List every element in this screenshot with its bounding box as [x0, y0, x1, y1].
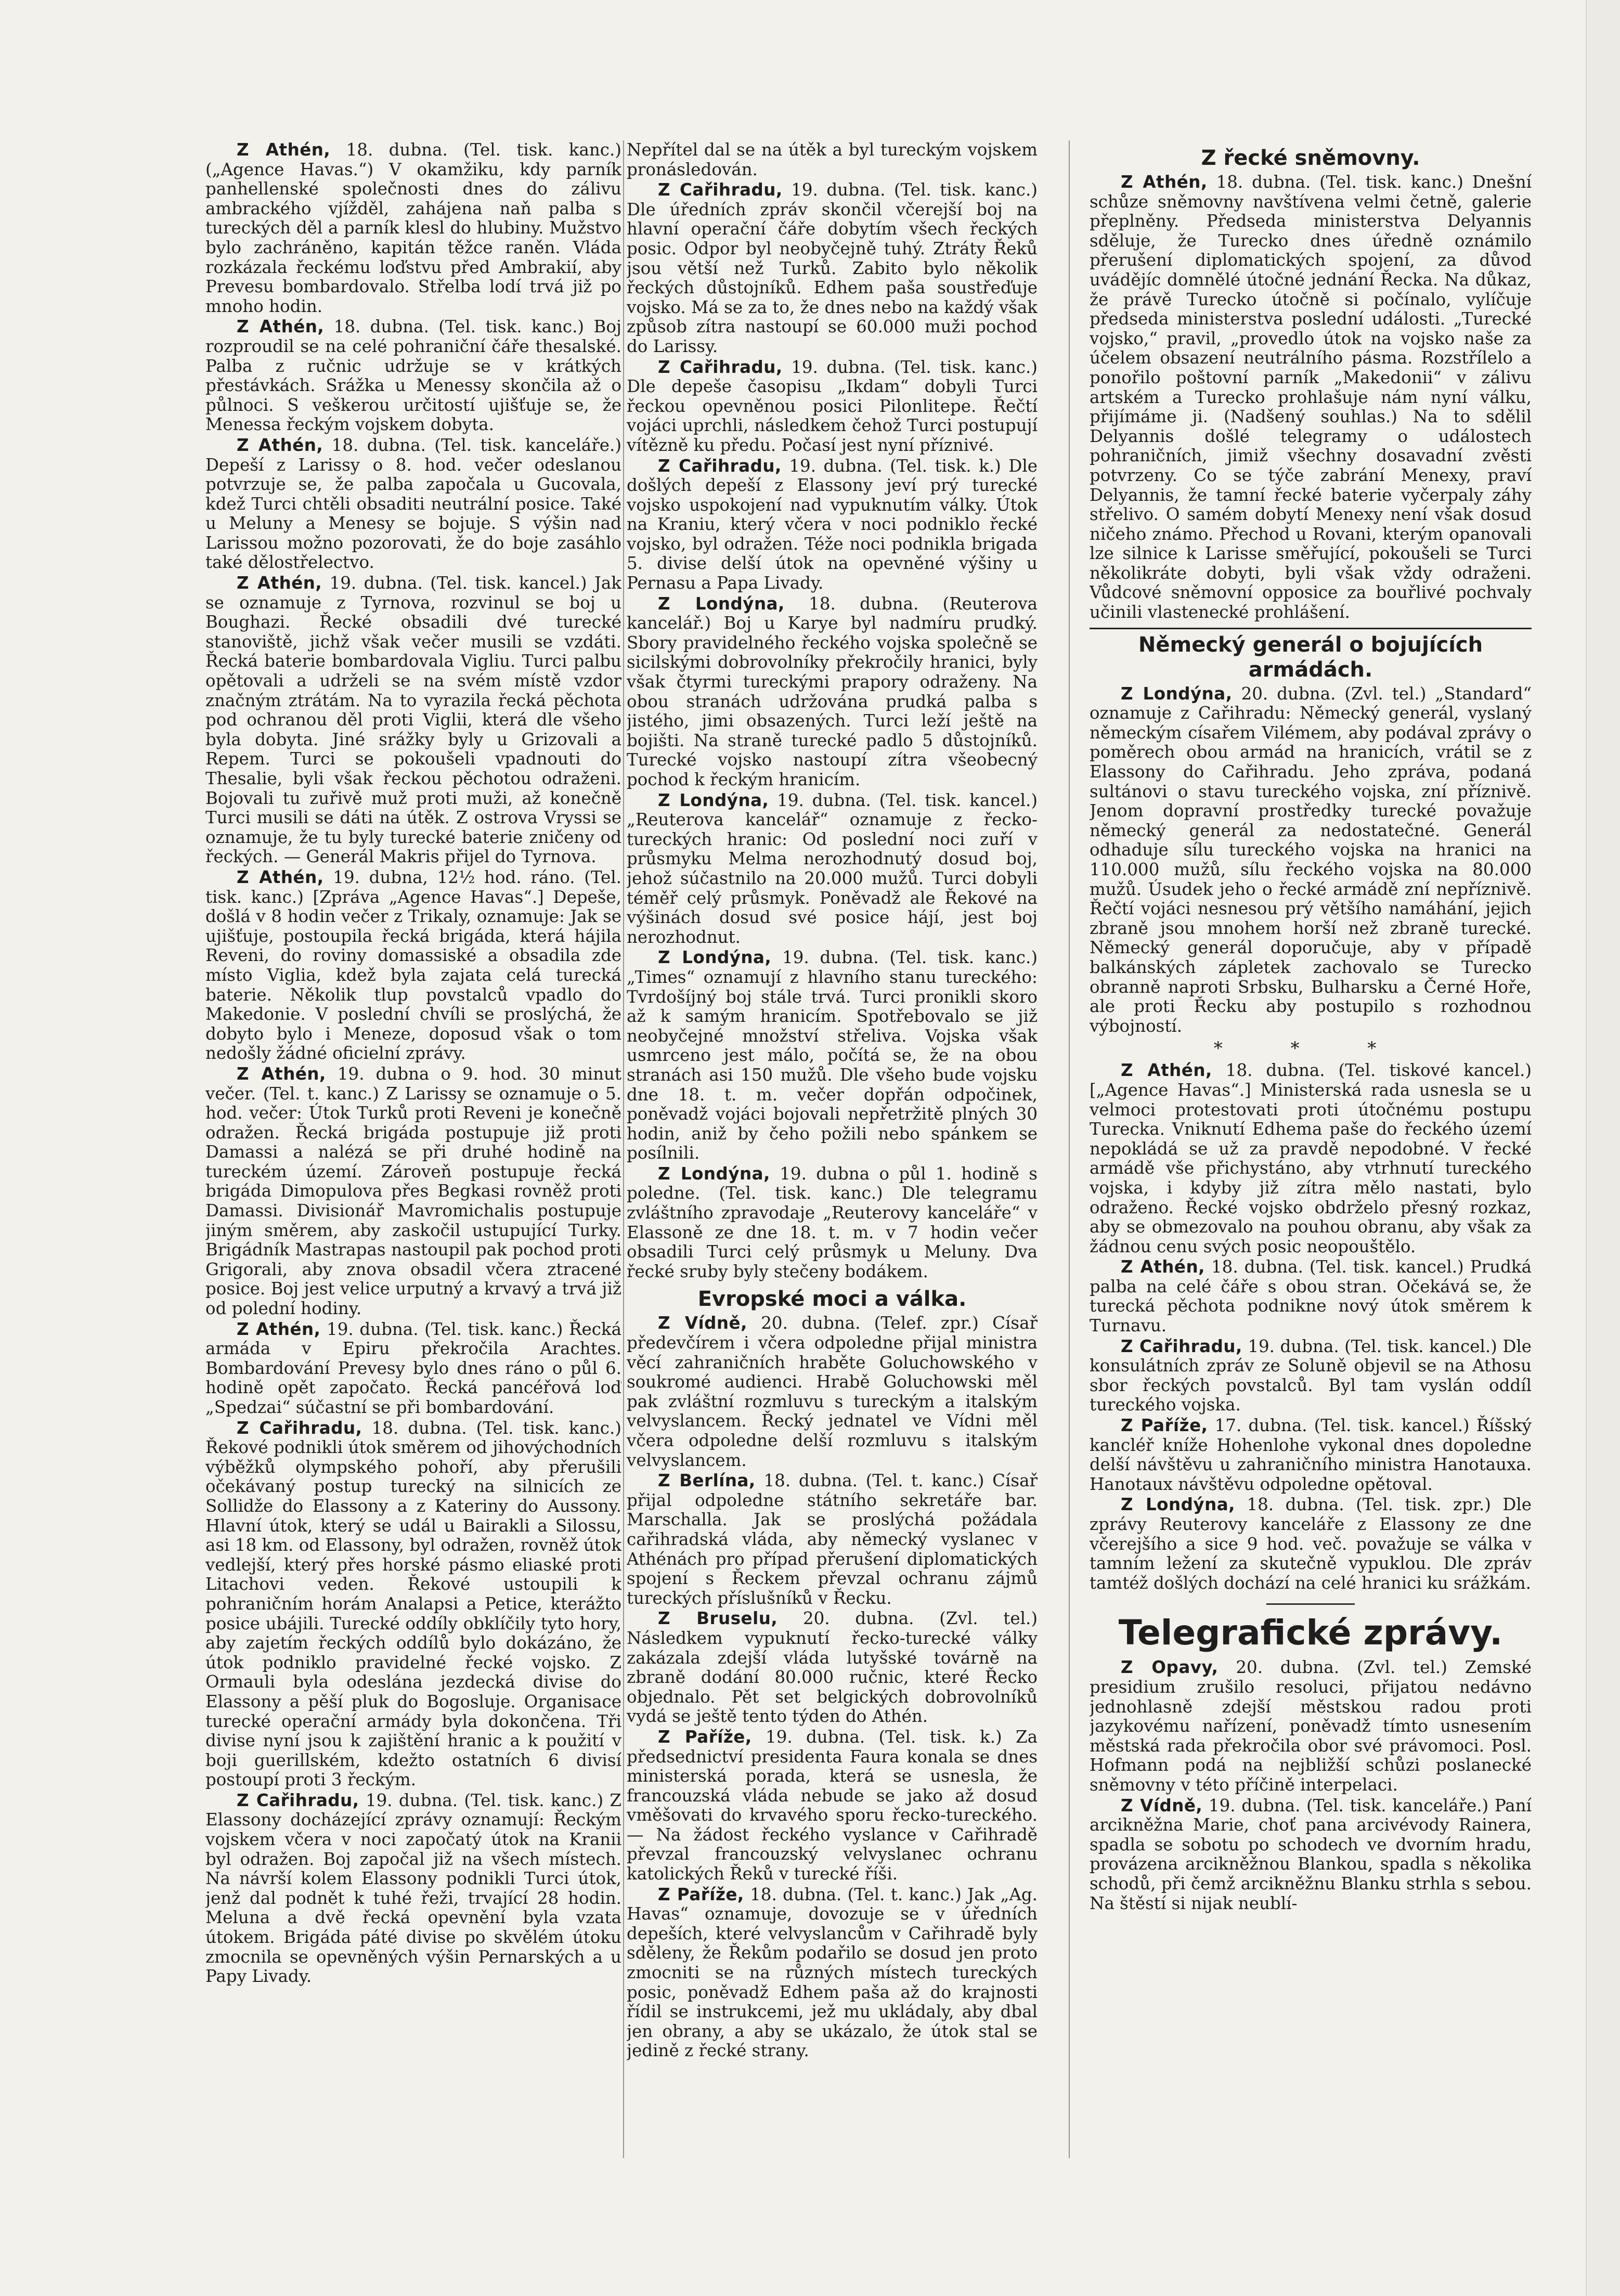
news-article: [205, 1065, 621, 1319]
news-article: [205, 140, 621, 316]
news-article: [627, 140, 1038, 179]
news-article: [627, 358, 1038, 456]
article-dateline: Z Athén,: [1121, 1060, 1212, 1081]
article-text: 18. dubna. (Tel. tisk. kanc.) Řekové podnikli útok směrem od jihovýchodních výběžků olympského pohoří, aby přerušili očekávaný postup turecký na silnicích ze Sollidže do Elassony a z Kateriny do Aussony. Hlavní útok, který se udál u Bairakli a Silossu, asi 18 km. od Elassony, byl odražen, rovněž útok vedlejší, který přes horské pásmo eliaské proti Litachovi veden. Řekové ustoupili k pohraničním horám Analapsi a Petice, kterážto posice ubájili. Turecké oddíly obklíčily tyto hory, aby zajetím řeckých oddílů bylo dokázáno, že útok podniklo pravidelné řecké vojsko. Z Ormauli byla odeslána jezdecká divise do Elassony a pěší pluk do Bogosluje. Organisace turecké operační armády byla dokončena. Tři divise nyní jsou k zajištění hranic a k použití v boji guerillském, kdežto ostatních 6 divisí postoupí proti 3 řeckým.: [205, 1418, 621, 1790]
column-3: [1090, 140, 1532, 2226]
article-text: 18. dubna. (Reuterova kancelář.) Boj u Karye byl nadmíru prudký. Sbory pravidelného řeckého vojska společně se sicilskými dobrovolníky překročily hranici, byly však čtyrmi tureckými prapory odraženy. Na obou stranách udržována prudká palba s jistého, jimi obsazených. Turci leží ještě na bojišti. Na straně turecké padlo 5 důstojníků. Turecké vojsko nastoupí zítra všeobecný pochod k řeckým hranicím.: [627, 593, 1038, 789]
article-dateline: Z Paříže,: [1121, 1416, 1208, 1436]
article-dateline: Z Athén,: [1121, 1257, 1205, 1277]
news-article: [627, 1609, 1038, 1727]
article-text: Nepřítel dal se na útěk a byl tureckým vojskem pronásledován.: [627, 140, 1038, 179]
section-heading: Evropské moci a válka.: [697, 1287, 967, 1312]
news-article: [627, 791, 1038, 948]
section-heading: Telegrafické zprávy.: [1118, 1613, 1503, 1653]
article-text: 18. dubna. (Tel. t. kanc.) Císař přijal odpoledne státního sekretáře bar. Marschalla. Jak se proslýchá požádala cařihradská vláda, aby německý vyslanec v Athénách pro případ přerušení diplomatických spojení s Řeckem převzal ochranu zájmů tureckých příslušníků v Řecku.: [627, 1471, 1038, 1608]
article-dateline: Z Cařihradu,: [237, 1790, 359, 1810]
article-text: 18. dubna. (Tel. tisk. kanc.) Dnešní schůze sněmovny navštívena velmi četně, galerie přeplněny. Předseda ministerstva Delyannis sděluje, že Turecko dnes úředně oznámilo přerušení diplomatických spojení, za důvod uvádějíc domnělé útočné jednání Řecka. Na důkaz, že právě Turecko útočně si počínalo, vylíčuje předseda ministerstva poslední události. „Turecké vojsko,“ pravil, „provedlo útok na vojsko naše za účelem obsazení neutrálního pásma. Rozstřílelo a ponořilo poštovní parník „Makedonii“ v zálivu artském a Turecko prohlašuje nám nyní válku, přijímáme ji. (Nadšený souhlas.) Na to sdělil Delyannis došlé telegramy o událostech pohraničních, jimiž všechny dosavadní zvěsti potvrzeny. Co se týče zabrání Menexy, praví Delyannis, že tamní řecké baterie vyčerpaly záhy střelivo. O samém dobytí Menexy není však dosud ničeho známo. Přechod u Rovani, kterým opanovali lze silnice k Larisse směřující, pokoušeli se Turci několikráte dobyti, byli však vždy odraženi. Vůdcové sněmovní opposice za bouřlivé pochvaly učinili vlastenecké prohlášení.: [1090, 172, 1532, 622]
page-edge: [1586, 0, 1620, 2296]
news-article: [205, 574, 621, 867]
article-dateline: Z Cařihradu,: [658, 357, 783, 377]
news-article: [1090, 1658, 1532, 1795]
article-text: 18. dubna. (Tel. t. kanc.) Jak „Ag. Havas“ oznamuje, dovozuje se v úředních depeších, které velvyslancům v Cařihradě byly sděleny, že Řekům podařilo se dosud jen proto zmocniti se na různých místech tureckých posic, poněvadž Edhem paša až do krajnosti řídil se instrukcemi, jež mu ukládaly, aby dbal jen obrany, a aby se ukázalo, že útok stal se jedině z řecké strany.: [627, 1884, 1038, 2061]
section-heading: Z řecké sněmovny.: [1201, 146, 1420, 170]
article-dateline: Z Athén,: [237, 435, 323, 455]
news-article: [205, 436, 621, 573]
news-article: [1090, 173, 1532, 622]
article-text: 19. dubna. (Tel. tisk. kanc.) Z Elassony docházející zprávy oznamují: Řeckým vojskem včera v noci započatý útok na Kranii byl odražen. Boj započal již na všech místech. Na návrší kolem Elassony podnikli Turci útok, jenž dal podnět k tuhé řeži, trvající 28 hodin. Meluna a dvě řecká opevnění byla vzata útokem. Brigáda páté divise po skvělém útoku zmocnila se opevněných výšin Pernarských a u Papy Livady.: [205, 1790, 621, 1987]
article-dateline: Z Londýna,: [1121, 683, 1233, 704]
asterism-divider: * * *: [1213, 1038, 1408, 1059]
article-text: 18. dubna. (Tel. tisk. kancel.) Prudká palba na celé čáře s obou stran. Očekává se, že turecká pěchota podnikne nový útok směrem k Turnavu.: [1090, 1257, 1532, 1336]
article-dateline: Z Vídně,: [1121, 1795, 1203, 1815]
article-text: 19. dubna. (Tel. tisk. k.) Za předsednictví presidenta Faura konala se dnes ministerská porada, která se usnesla, že francouzská vláda nebude se jako až dosud vměšovati do krvavého sporu řecko-tureckého. — Na žádost řeckého vyslance v Cařihradě převzal francouzský velvyslanec ochranu katolických Řeků v turecké říši.: [627, 1727, 1038, 1884]
article-text: 17. dubna. (Tel. tisk. kancel.) Říšský kancléř kníže Hohenlohe vykonal dnes dopoledne delší návštěvu u zahraničního ministra Hanotauxa. Hanotaux návštěvu odpoledne opětoval.: [1090, 1416, 1532, 1494]
news-article: [1090, 1416, 1532, 1494]
article-dateline: Z Berlína,: [658, 1471, 756, 1491]
article-text: 19. dubna. (Tel. tisk. kanc.) Řecká armáda v Epiru překročila Arachtes. Bombardování Prevesy bylo dnes ráno o půl 6. hodině opět započato. Řecká pancéřová loď „Spedzai“ súčastní se při bombardování.: [205, 1319, 621, 1417]
news-article: [1090, 684, 1532, 1036]
article-dateline: Z Athén,: [237, 1319, 321, 1339]
article-dateline: Z Cařihradu,: [1121, 1336, 1242, 1356]
news-article: [627, 594, 1038, 790]
article-text: 19. dubna. (Tel. tisk. k.) Dle došlých depeší z Elassony jeví prý turecké vojsko uspokojení nad vypuknutím války. Útok na Kraniu, který včera v noci podniklo řecké vojsko, byl odražen. Téže noci podnikla brigada 5. divise delší útok na opevněné výšiny u Pernasu a Papa Livady.: [627, 456, 1038, 593]
column-2: [627, 140, 1038, 2226]
article-dateline: Z Cařihradu,: [658, 180, 783, 200]
article-text: 20. dubna. (Zvl. tel.) Zemské presidium zrušilo resoluci, přijatou nedávno jednohlasně zdejší městskou radou proti jazykovému nařízení, poněvadž tímto usnesením městská rada překročila obor své právomoci. Posl. Hofmann podá na nejbližší schůzi poslanecké sněmovny v této příčině interpelaci.: [1090, 1657, 1532, 1795]
news-article: [1090, 1495, 1532, 1593]
column-rule: [623, 140, 624, 2158]
article-text: 18. dubna. (Tel. tiskové kancel.) [„Agence Havas“.] Ministerská rada usnesla se u velmoci protestovati proti útočnému postupu Turecka. Vniknutí Edhema paše do řeckého území nepokládá se už za pravdě nepodobné. V řecké armádě vše přichystáno, aby vtrhnutí tureckého vojska, i kdyby již zítra mělo nastati, bylo odraženo. Řecké vojsko obdrželo přesný rozkaz, aby se obmezovalo na pouhou obranu, aby však za žádnou cenu svých posic neopouštělo.: [1090, 1060, 1532, 1256]
article-dateline: Z Athén,: [237, 140, 331, 160]
news-article: [627, 1314, 1038, 1470]
article-text: 20. dubna. (Telef. zpr.) Císař předevčírem i včera odpoledne přijal ministra věcí zahraničních hraběte Goluchowského v soukromé audienci. Hrabě Goluchowski měl pak zvláštní rozmluvu s tureckým a italským velvyslancem. Řecký jednatel ve Vídni měl včera odpoledne delší rozmluvu s italským velvyslancem.: [627, 1313, 1038, 1470]
news-article: [627, 180, 1038, 356]
news-article: [205, 1320, 621, 1418]
article-dateline: Z Londýna,: [658, 593, 785, 614]
article-text: 20. dubna. (Zvl. tel.) Následkem vypuknutí řecko-turecké války zakázala zdejší vláda lutyšské továrně na zbraně dodání 80.000 ručnic, které Řecko objednalo. Pět set belgických dobrovolníků vydá se ještě tento týden do Athén.: [627, 1609, 1038, 1727]
article-text: 19. dubna. (Tel. tisk. kancel.) „Reuterova kancelář“ oznamuje z řecko-tureckých hranic: Od poslední noci zuří v průsmyku Melma nerozhodnutý dosud boj, jehož súčastnilo na 20.000 mužů. Turci dobyli téměř celý průsmyk. Poněvadž ale Řekové na výšinách dosud své posice hájí, jest boj nerozhodnut.: [627, 790, 1038, 947]
news-article: [205, 1791, 621, 1987]
article-text: 18. dubna. (Tel. tisk. kanc.) („Agence Havas.“) V okamžiku, kdy parník panhellenské společnosti dnes do zálivu ambrackého vjížděl, zahájena naň palba s tureckých děl a parník klesl do hlubiny. Mužstvo bylo zachráněno, kapitán těžce raněn. Vláda rozkázala řeckému loďstvu před Ambrakií, aby Prevesu bombardovalo. Střelba lodí trvá již po mnoho hodin.: [205, 140, 621, 316]
news-article: [627, 1164, 1038, 1282]
article-dateline: Z Athén,: [237, 573, 322, 593]
news-article: [205, 317, 621, 435]
article-dateline: Z Paříže,: [658, 1727, 752, 1747]
article-text: 19. dubna o 9. hod. 30 minut večer. (Tel. t. kanc.) Z Larissy se oznamuje o 5. hod. večer: Útok Turků proti Reveni je konečně odražen. Řecká brigáda postupuje již proti Damassi a nalézá se při druhé hodině na tureckém území. Zároveň postupuje řecká brigáda Dimopulova přes Begkasi rovněž proti Damassi. Divisionář Mavromichalis postupuje jiným směrem, aby zaskočil ustupující Turky. Brigádník Mastrapas nastoupil pak pochod proti Grigorali, aby znova obsadil včera ztracené posice. Boj jest velice urputný a krvavý a trvá již od polední hodiny.: [205, 1063, 621, 1319]
article-dateline: Z Athén,: [237, 1063, 326, 1084]
article-dateline: Z Cařihradu,: [237, 1418, 362, 1438]
article-dateline: Z Londýna,: [1121, 1495, 1236, 1515]
article-dateline: Z Londýna,: [658, 790, 769, 810]
news-article: [1090, 1061, 1532, 1256]
section-divider: [1266, 1603, 1355, 1605]
article-text: 18. dubna. (Tel. tisk. kanceláře.) Depeší z Larissy o 8. hod. večer odeslanou potvrzuje se, že palba započala u Gucovala, kdež Turci chtěli obsaditi neutrální posice. Také u Meluny a Menesy se bojuje. S výšin nad Larissou možno pozorovati, že do boje zasáhlo také dělostřelectvo.: [205, 435, 621, 573]
article-dateline: Z Londýna,: [658, 1163, 770, 1184]
news-article: [627, 1728, 1038, 1884]
news-article: [205, 868, 621, 1063]
news-article: [627, 1885, 1038, 2061]
article-text: 18. dubna. (Tel. tisk. zpr.) Dle zprávy Reuterovy kanceláře z Elassony ze dne včerejšího a sice 9 hod. več. považuje se válka v tamním ležení za skutečně vypuklou. Dle zpráv tamtéž došlých dochází na celé hranici ku srážkám.: [1090, 1495, 1532, 1593]
news-article: [627, 1471, 1038, 1608]
article-text: 19. dubna o půl 1. hodině s poledne. (Tel. tisk. kanc.) Dle telegramu zvláštního zpravodaje „Reuterovy kanceláře“ v Elassoně ze dne 18. t. m. v 7 hodin večer obsadili Turci celý průsmyk u Meluny. Dva řecké sruby byly stečeny bodákem.: [627, 1163, 1038, 1281]
article-dateline: Z Athén,: [1121, 172, 1208, 192]
column-1: [205, 140, 621, 2226]
article-text: 19. dubna. (Tel. tisk. kanc.) „Times“ oznamují z hlavního stanu tureckého: Tvrdošíjný boj stále trvá. Turci pronikli skoro až k samým hranicím. Spotřebovalo se již neobyčejné množství střeliva. Vojska však usmrceno jest málo, počítá se, že na obou stranách asi 150 mužů. Dle všeho bude vojsku dne 18. t. m. večer dopřán odpočinek, poněvadž vojáci bojovali nepřetržitě plných 30 hodin, aniž by čeho požili nebo spánkem se posílnili.: [627, 948, 1038, 1163]
article-text: 19. dubna. (Tel. tisk. kancel.) Jak se oznamuje z Tyrnova, rozvinul se boj u Boughazi. Řecké obsadili dvé turecké stanoviště, jichž však večer musili se vzdáti. Řecká baterie bombardovala Vigliu. Turci palbu opětovali a udrželi se na svém místě vzdor značným ztrátám. Na to vyrazila řecká pěchota pod ochranou děl proti Viglii, která dle všeho byla dobyta. Jiné srážky byly u Grizovali a Repem. Turci se pokoušeli vpadnouti do Thesalie, byli však řeckou pěchotou odraženi. Bojovali tu zuřivě muž proti muži, až konečně Turci musili se dáti na útěk. Z ostrova Vryssi se oznamuje, že tu byly turecké baterie zničeny od řeckých. — Generál Makris přijel do Tyrnova.: [205, 573, 621, 867]
article-dateline: Z Vídně,: [658, 1313, 747, 1333]
article-dateline: Z Londýna,: [658, 948, 772, 968]
news-article: [627, 457, 1038, 593]
section-heading: Německý generál o bojujících armádách.: [1090, 628, 1532, 682]
article-text: 19. dubna. (Tel. tisk. kanc.) Dle úředních zpráv skončil včerejší boj na hlavní operační čáře dobytím všech řeckých posic. Odpor byl neobyčejně tuhý. Ztráty Řeků jsou větší než Turků. Zabito bylo několik řeckých důstojníků. Edhem paša soustřeďuje vojsko. Má se za to, že dnes nebo na každý však způsob zítra nastoupí se 60.000 muži pochod do Larissy.: [627, 180, 1038, 356]
article-text: 19. dubna, 12½ hod. ráno. (Tel. tisk. kanc.) [Zpráva „Agence Havas“.] Depeše, došlá v 8 hodin večer z Trikaly, oznamuje: Jak se ujišťuje, postoupila řecká brigáda, která hájila Reveni, do roviny domassiské a obsadila zde místo Viglia, kdež byla zajata celá turecká baterie. Několik tlup povstalců vpadlo do Makedonie. V poslední chvíli se proslýchá, že dobyto bylo i Meneze, doposud však o tom nedošly žádné oficielní zprávy.: [205, 867, 621, 1063]
article-dateline: Z Athén,: [237, 317, 325, 337]
newspaper-page: [205, 140, 1547, 2231]
news-article: [627, 948, 1038, 1163]
article-text: 20. dubna. (Zvl. tel.) „Standard“ oznamuje z Cařihradu: Německý generál, vyslaný německým císařem Vilémem, aby podával zprávy o poměrech obou armád na hranicích, vrátil se z Elassony do Cařihradu. Jeho zpráva, podaná sultánovi o stavu tureckého vojska, zní příznivě. Jenom dopravní prostředky turecké považuje německý generál za nedostatečné. Generál odhaduje sílu tureckého vojska na hranici na 110.000 mužů, sílu řeckého vojska na 80.000 mužů. Úsudek jeho o řecké armádě zní nepříznivě. Řečtí vojáci nesnesou prý většího namáhání, jejich zbraně jsou mnohem horší než zbraně turecké. Německý generál doporučuje, aby v případě balkánských zápletek zachovalo se Turecko obranně naproti Srbsku, Bulharsku a Černé Hoře, ale proti Řecku aby postupilo s rozhodnou výbojností.: [1090, 683, 1532, 1036]
article-dateline: Z Opavy,: [1121, 1657, 1219, 1678]
news-article: [1090, 1337, 1532, 1415]
article-text: 19. dubna. (Tel. tisk. kanceláře.) Paní arcikněžna Marie, choť pana arcivévody Rainera, spadla se sobotu po schodech ve dvorním hradu, provázena arcikněžnou Blankou, spadla s několika schodů, při čemž arcikněžnu Blanku strhla s sebou. Na štěstí si nijak neublí-: [1090, 1795, 1532, 1913]
news-article: [205, 1419, 621, 1790]
article-dateline: Z Athén,: [237, 867, 324, 887]
article-dateline: Z Cařihradu,: [658, 456, 782, 476]
article-text: 19. dubna. (Tel. tisk. kanc.) Dle depeše časopisu „Ikdam“ dobyli Turci řeckou opevněnou posici Pilonlitepe. Řečtí vojáci uprchli, následkem čehož Turci postupují vítězně ku předu. Počasí jest nyní příznivé.: [627, 357, 1038, 455]
news-article: [1090, 1257, 1532, 1335]
article-text: 18. dubna. (Tel. tisk. kanc.) Boj rozproudil se na celé pohraniční čáře thesalské. Palba z ručnic udržuje se v krátkých přestávkách. Srážka u Menessy skončila až o půlnoci. S veškerou určitostí ujišťuje se, že Menessa řeckým vojskem dobyta.: [205, 317, 621, 435]
article-dateline: Z Paříže,: [658, 1884, 744, 1904]
news-article: [1090, 1796, 1532, 1914]
column-rule: [1069, 140, 1070, 2158]
article-dateline: Z Bruselu,: [658, 1609, 778, 1629]
article-text: 19. dubna. (Tel. tisk. kancel.) Dle konsulátních zpráv ze Soluně objevil se na Athosu sbor řeckých povstalců. Byl tam vyslán oddíl tureckého vojska.: [1090, 1336, 1532, 1415]
